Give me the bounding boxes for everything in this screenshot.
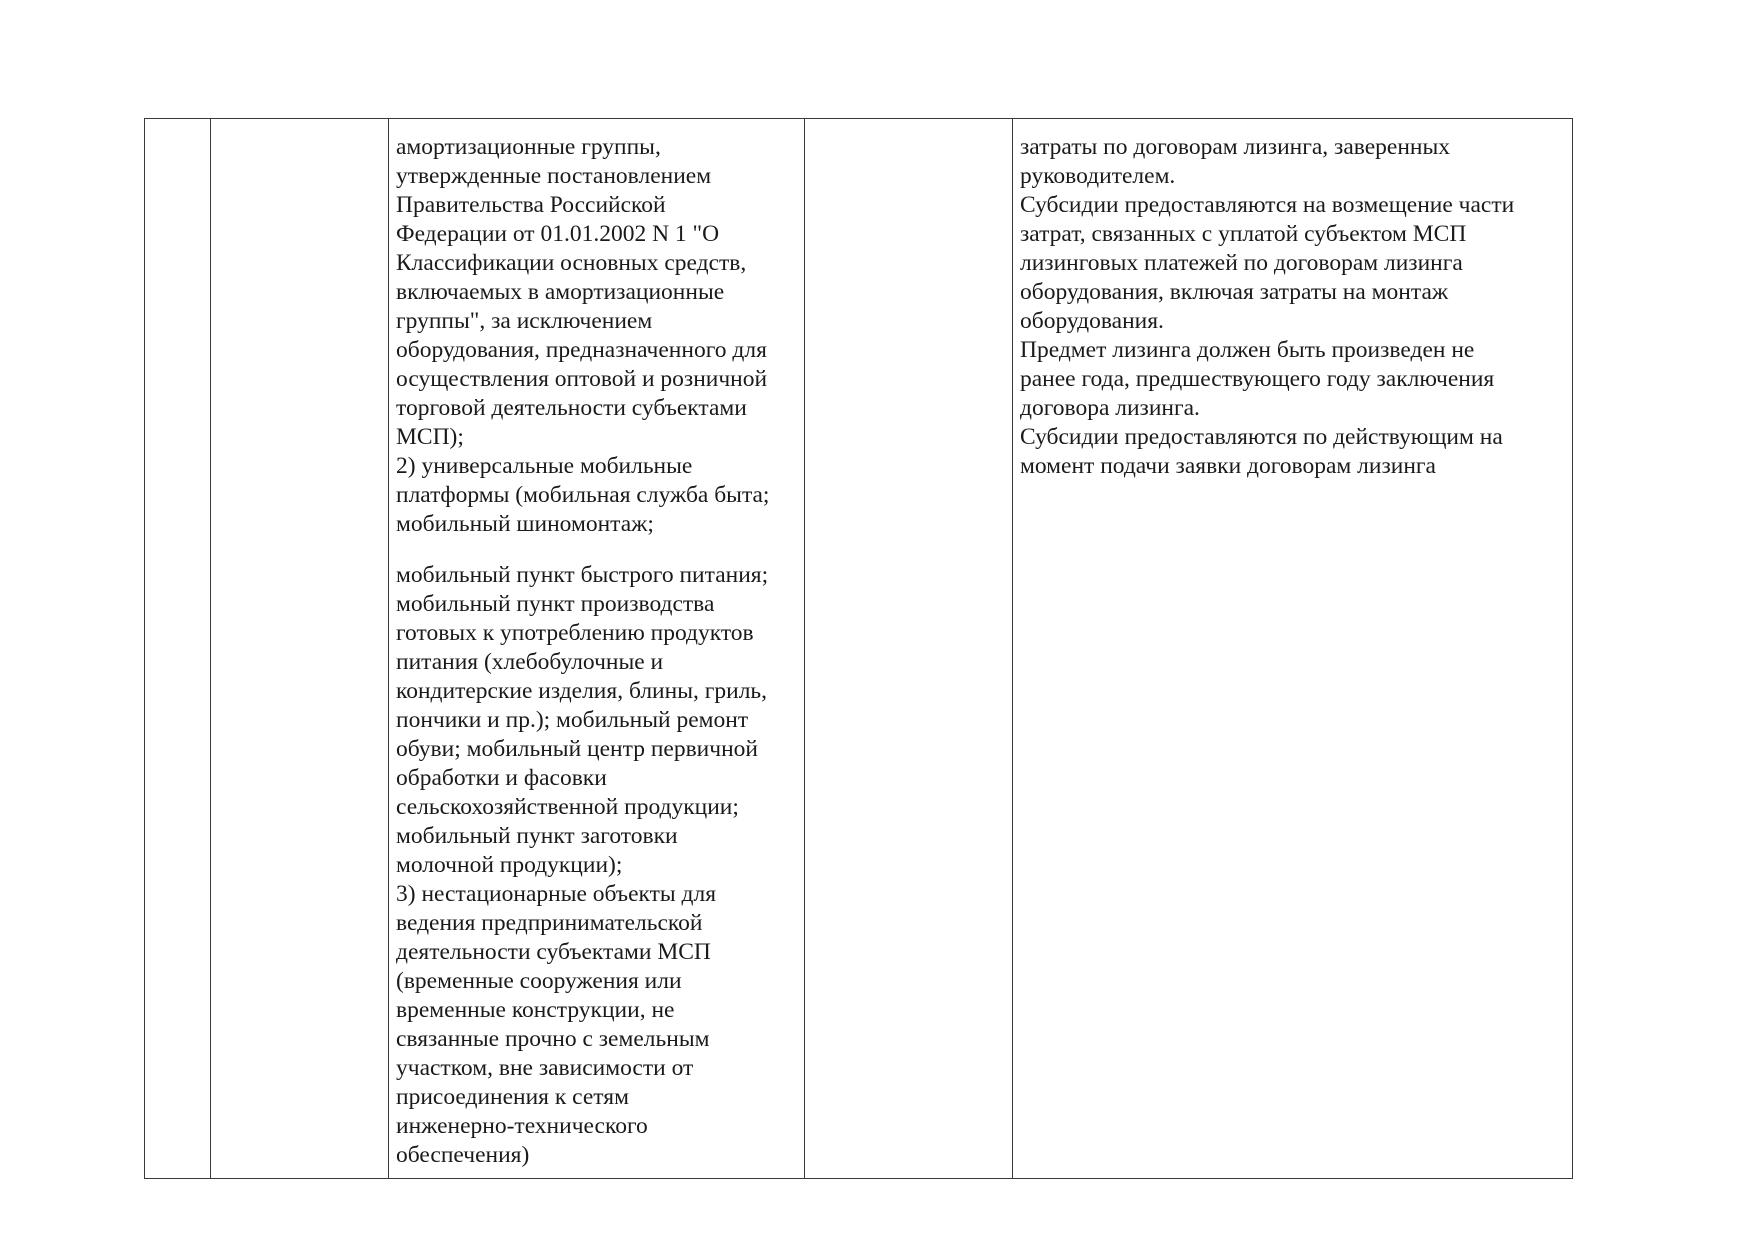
conditions-paragraph: затраты по договорам лизинга, заверенных руководителем. [1020, 134, 1451, 189]
conditions-paragraph: Субсидии предоставляются на возмещение части затрат, связанных с уплатой субъектом МСП лизинговых платежей по договорам лизинга оборудования, включая затраты на монтаж оборудования. [1020, 192, 1515, 334]
paragraph-spacer [396, 539, 796, 561]
regulation-table [144, 118, 1573, 1179]
table-row [145, 119, 1573, 1179]
equipment-paragraph: 3) нестационарные объекты для ведения предпринимательской деятельности субъектами МСП (временные сооружения или временные конструкции, не связанные прочно с земельным участком, вне зависимости от присоединения к сетям инженерно-технического обеспечения) [396, 881, 717, 1168]
table-cell-number [145, 119, 211, 1179]
table-cell-name [211, 119, 389, 1179]
table-cell-empty [805, 119, 1013, 1179]
equipment-paragraph: мобильный пункт быстрого питания; мобильный пункт производства готовых к употреблению продуктов питания (хлебобулочные и кондитерские изделия, блины, гриль, пончики и пр.); мобильный ремонт обуви; мобильный центр первичной обработки и фасовки сельскохозяйственной продукции; мобильный пункт заготовки молочной продукции); [396, 562, 769, 878]
table-cell-conditions [1013, 119, 1573, 1179]
conditions-paragraph: Субсидии предоставляются по действующим на момент подачи заявки договорам лизинга [1020, 424, 1503, 479]
equipment-paragraph: амортизационные группы, утвержденные постановлением Правительства Российской Федерации от 01.01.2002 N 1 "О Классификации основных средств, включаемых в амортизационные группы", за исключением оборудования, предназначенного для осуществления оптовой и розничной торговой деятельности субъектами МСП); [396, 134, 768, 450]
equipment-paragraph: 2) универсальные мобильные платформы (мобильная служба быта; мобильный шиномонтаж; [396, 453, 770, 537]
table-cell-equipment-description [389, 119, 805, 1179]
conditions-paragraph: Предмет лизинга должен быть произведен не ранее года, предшествующего году заключения договора лизинга. [1020, 337, 1495, 421]
